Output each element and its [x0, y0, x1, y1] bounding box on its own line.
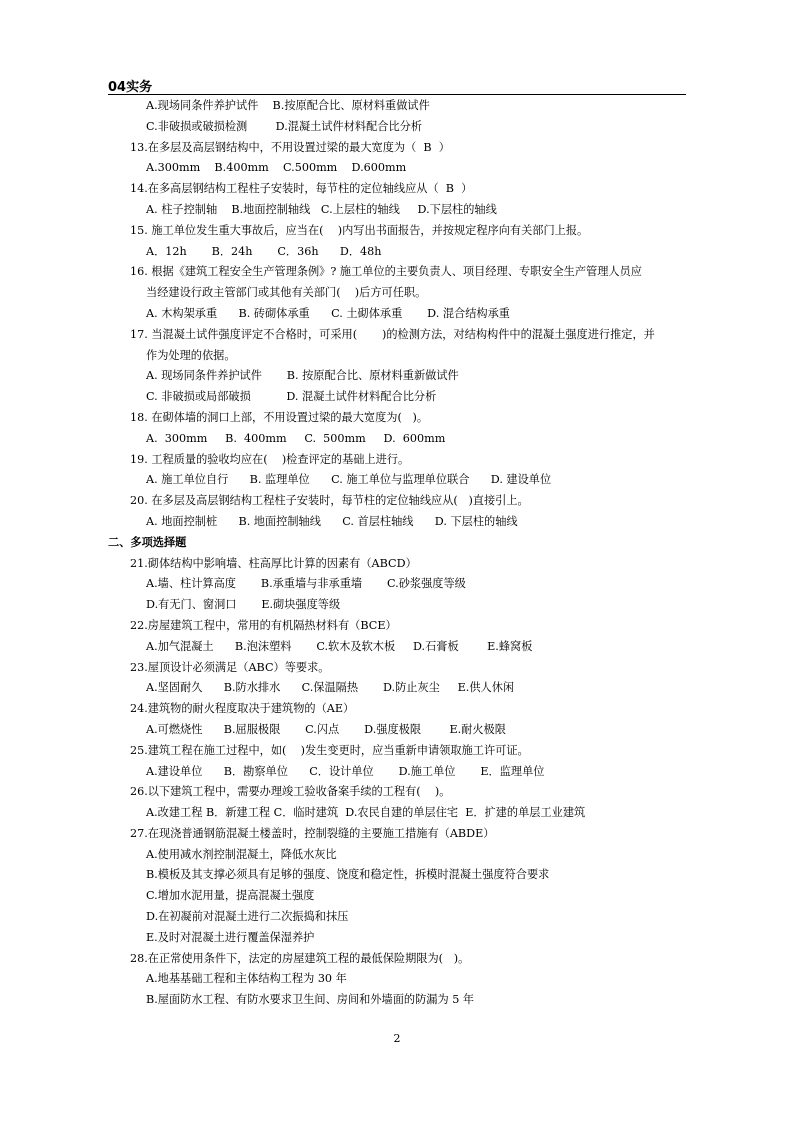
- option-line: E.及时对混凝土进行覆盖保湿养护: [146, 930, 315, 944]
- header-title: 04实务: [108, 80, 153, 95]
- option-line: A. 木构架承重 B. 砖砌体承重 C. 土砌体承重 D. 混合结构承重: [146, 306, 510, 320]
- question-line: 28.在正常使用条件下，法定的房屋建筑工程的最低保险期限为( )。: [130, 951, 470, 965]
- option-line: D.有无门、窗洞口 E.砌块强度等级: [146, 598, 341, 612]
- question-line: 16. 根据《建筑工程安全生产管理条例》? 施工单位的主要负责人、项目经理、专职安全生产管理人员应: [130, 265, 642, 279]
- option-line: C.增加水泥用量，提高混凝土强度: [146, 889, 315, 903]
- option-line: A.建设单位 B．勘察单位 C．设计单位 D.施工单位 E．监理单位: [146, 764, 545, 778]
- question-line: 26.以下建筑工程中，需要办理竣工验收备案手续的工程有( )。: [130, 785, 451, 799]
- question-line: 24.建筑物的耐火程度取决于建筑物的（AE）: [130, 702, 355, 716]
- option-line: A.坚固耐久 B.防水排水 C.保温隔热 D.防止灰尘 E.供人休闲: [146, 681, 515, 695]
- option-line: A．12h B．24h C．36h D．48h: [146, 244, 382, 258]
- option-line: 当经建设行政主管部门或其他有关部门( )后方可任职。: [146, 286, 427, 300]
- question-line: 13.在多层及高层钢结构中，不用设置过梁的最大宽度为（ B ）: [130, 140, 450, 154]
- page-content: [108, 96, 693, 1011]
- page-header: [108, 76, 686, 95]
- question-line: 14.在多高层钢结构工程柱子安装时，每节柱的定位轴线应从（ B ）: [130, 182, 473, 196]
- option-line: A.加气混凝土 B.泡沫塑料 C.软木及软木板 D.石膏板 E.蜂窝板: [146, 639, 533, 653]
- option-line: A. 300mm B. 400mm C. 500mm D. 600mm: [146, 431, 446, 445]
- option-line: A.现场同条件养护试件 B.按原配合比、原材料重做试件: [146, 99, 430, 112]
- question-line: 21.砌体结构中影响墙、柱高厚比计算的因素有（ABCD）: [130, 556, 417, 570]
- option-line: A.改建工程 B．新建工程 C．临时建筑 D.农民自建的单层住宅 E．扩建的单层工业建筑: [146, 806, 586, 820]
- option-line: C.非破损或破损检测 D.混凝土试件材料配合比分析: [146, 119, 423, 133]
- section-heading: 二、多项选择题: [108, 535, 187, 549]
- option-line: D.在初凝前对混凝土进行二次振捣和抹压: [146, 910, 349, 924]
- option-line: C. 非破损或局部破损 D. 混凝土试件材料配合比分析: [146, 390, 437, 404]
- question-line: 18. 在砌体墙的洞口上部，不用设置过梁的最大宽度为( )。: [130, 410, 429, 424]
- option-line: A.300mm B.400mm C.500mm D.600mm: [146, 161, 407, 175]
- question-line: 23.屋顶设计必须满足（ABC）等要求。: [130, 660, 330, 674]
- option-line: A.地基基础工程和主体结构工程为 30 年: [146, 972, 347, 986]
- option-line: A. 现场同条件养护试件 B. 按原配合比、原材料重新做试件: [146, 369, 459, 383]
- question-line: 20. 在多层及高层钢结构工程柱子安装时，每节柱的定位轴线应从( )直接引上。: [130, 494, 529, 508]
- option-line: A. 柱子控制轴 B.地面控制轴线 C.上层柱的轴线 D.下层柱的轴线: [146, 202, 497, 216]
- option-line: B.屋面防水工程、有防水要求卫生间、房间和外墙面的防漏为 5 年: [146, 993, 475, 1007]
- option-line: A. 地面控制桩 B. 地面控制轴线 C. 首层柱轴线 D. 下层柱的轴线: [146, 514, 518, 528]
- question-line: 25.建筑工程在施工过程中，如( )发生变更时，应当重新申请领取施工许可证。: [130, 743, 529, 757]
- question-line: 19. 工程质量的验收均应在( )检查评定的基础上进行。: [130, 452, 410, 466]
- question-line: 15. 施工单位发生重大事故后，应当在( )内写出书面报告，并按规定程序向有关部门上报。: [130, 223, 589, 237]
- option-line: A.使用减水剂控制混凝土，降低水灰比: [146, 847, 337, 861]
- option-line: A. 施工单位自行 B. 监理单位 C. 施工单位与监理单位联合 D. 建设单位: [146, 473, 552, 487]
- page-number: 2: [393, 1032, 401, 1045]
- option-line: A.墙、柱计算高度 B.承重墙与非承重墙 C.砂浆强度等级: [146, 577, 466, 591]
- question-line: 17. 当混凝土试件强度评定不合格时，可采用( )的检测方法，对结构构件中的混凝土强度进行推定，并: [130, 327, 655, 341]
- option-line: 作为处理的依据。: [146, 348, 236, 362]
- option-line: A.可燃烧性 B.屈服极限 C.闪点 D.强度极限 E.耐火极限: [146, 722, 506, 736]
- question-line: 27.在现浇普通钢筋混凝土楼盖时，控制裂缝的主要施工措施有（ABDE）: [130, 826, 495, 840]
- question-line: 22.房屋建筑工程中，常用的有机隔热材料有（BCE）: [130, 618, 397, 632]
- option-line: B.模板及其支撑必须具有足够的强度、饶度和稳定性，拆模时混凝土强度符合要求: [146, 868, 550, 882]
